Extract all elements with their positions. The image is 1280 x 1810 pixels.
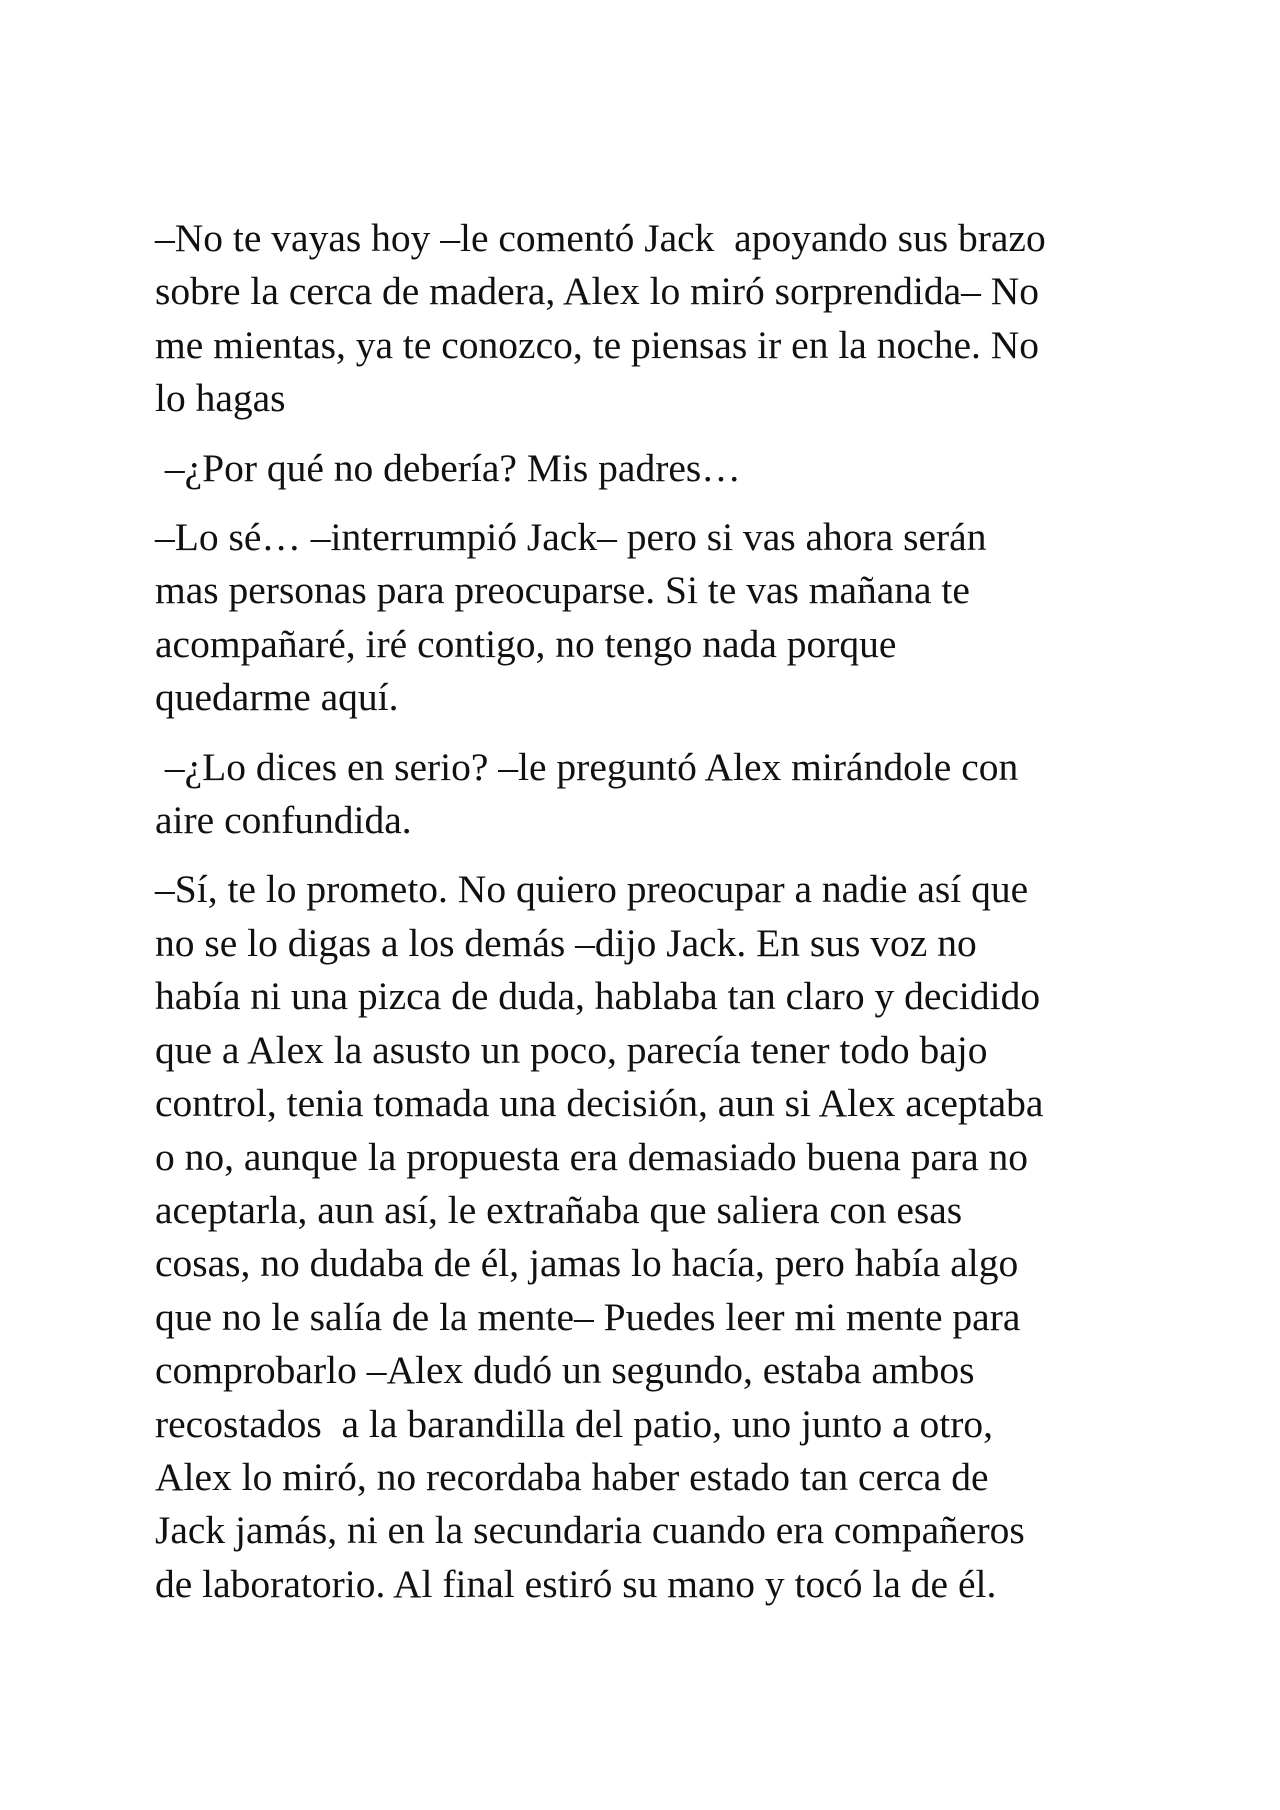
paragraph-spacer: [155, 495, 1135, 511]
text-line: o no, aunque la propuesta era demasiado buena para no: [155, 1134, 1029, 1179]
text-line: comprobarlo –Alex dudó un segundo, estaba ambos: [155, 1348, 975, 1393]
paragraph-spacer: [155, 426, 1135, 442]
text-line: que no le salía de la mente– Puedes leer mi mente para: [155, 1294, 1021, 1339]
text-line: aceptarla, aun así, le extrañaba que saliera con esas: [155, 1187, 963, 1232]
paragraph-spacer: [155, 847, 1135, 863]
text-line: no se lo digas a los demás –dijo Jack. En sus voz no: [155, 920, 977, 965]
text-line: recostados a la barandilla del patio, uno junto a otro,: [155, 1401, 994, 1446]
text-line: quedarme aquí.: [155, 675, 399, 720]
text-line: lo hagas: [155, 376, 286, 421]
paragraph: [155, 442, 1135, 495]
text-line: –¿Lo dices en serio? –le preguntó Alex mirándole con: [155, 744, 1019, 789]
text-line: sobre la cerca de madera, Alex lo miró sorprendida– No: [155, 269, 1040, 314]
paragraph: [155, 511, 1135, 725]
text-line: mas personas para preocuparse. Si te vas mañana te: [155, 568, 970, 613]
text-line: cosas, no dudaba de él, jamas lo hacía, pero había algo: [155, 1241, 1019, 1286]
text-line: aire confundida.: [155, 798, 412, 843]
text-line: que a Alex la asusto un poco, parecía tener todo bajo: [155, 1027, 988, 1072]
paragraph: [155, 212, 1135, 426]
text-line: –Lo sé… –interrumpió Jack– pero si vas ahora serán: [155, 515, 987, 560]
text-line: –Sí, te lo prometo. No quiero preocupar a nadie así que: [155, 867, 1029, 912]
text-line: de laboratorio. Al final estiró su mano y tocó la de él.: [155, 1561, 997, 1606]
story-text: [155, 212, 1135, 1611]
text-line: –¿Por qué no debería? Mis padres…: [155, 445, 741, 490]
text-line: –No te vayas hoy –le comentó Jack apoyando sus brazo: [155, 216, 1046, 260]
text-line: control, tenia tomada una decisión, aun si Alex aceptaba: [155, 1081, 1044, 1126]
text-line: Jack jamás, ni en la secundaria cuando era compañeros: [155, 1508, 1025, 1553]
paragraph: [155, 863, 1135, 1611]
paragraph: [155, 741, 1135, 848]
text-line: me mientas, ya te conozco, te piensas ir en la noche. No: [155, 322, 1040, 367]
paragraph-spacer: [155, 725, 1135, 741]
text-line: Alex lo miró, no recordaba haber estado tan cerca de: [155, 1454, 989, 1499]
text-line: había ni una pizca de duda, hablaba tan claro y decidido: [155, 974, 1041, 1019]
text-line: acompañaré, iré contigo, no tengo nada porque: [155, 621, 897, 666]
